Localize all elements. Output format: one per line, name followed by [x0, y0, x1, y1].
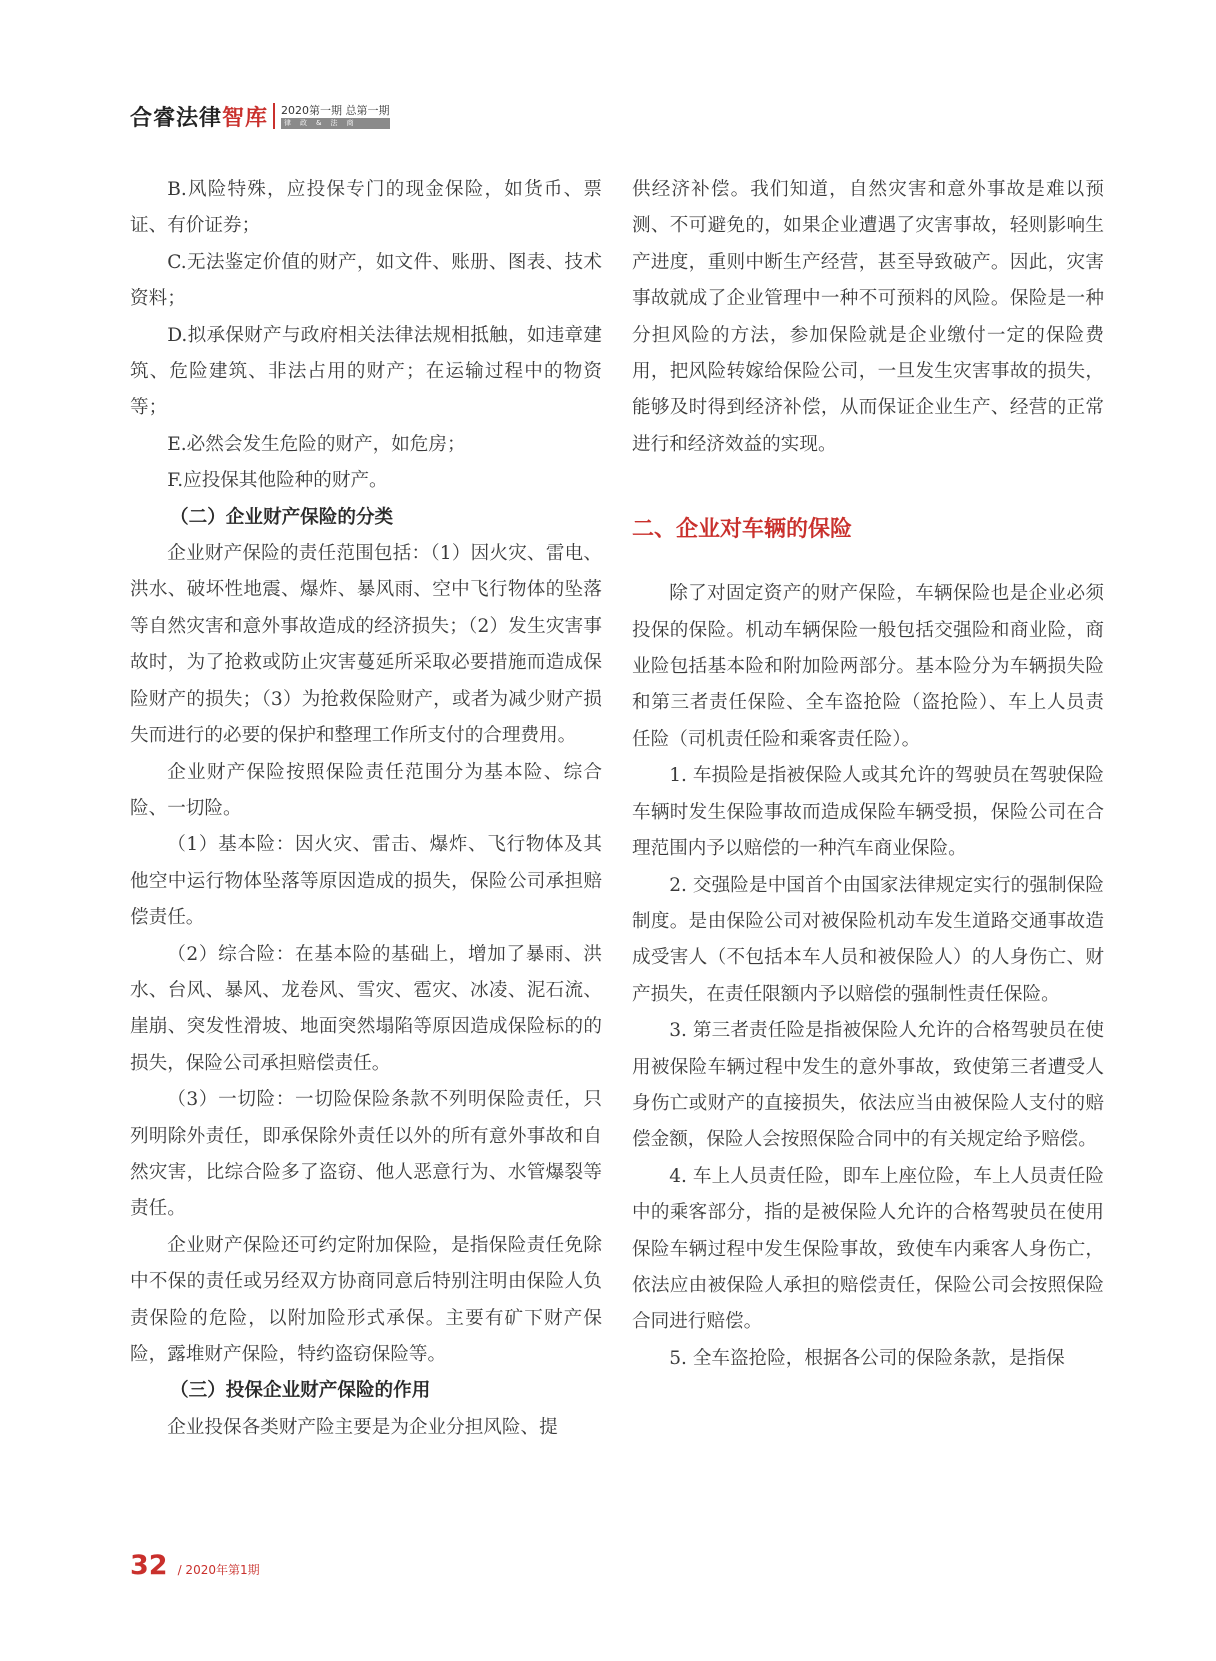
subsection-heading: （三）投保企业财产保险的作用 — [170, 1380, 431, 1402]
left-column — [130, 172, 602, 1446]
page-footer — [130, 1550, 260, 1581]
paragraph: E.必然会发生危险的财产，如危房； — [167, 433, 466, 455]
paragraph-continued: 供经济补偿。我们知道，自然灾害和意外事故是难以预测、不可避免的，如果企业遭遇了灾害事故，轻则影响生产进度，重则中断生产经营，甚至导致破产。因此，灾害事故就成了企业管理中一种不可预料的风险。保险是一种分担风险的方法，参加保险就是企业缴付一定的保险费用，把风险转嫁给保险公司，一旦发生灾害事故的损失，能够及时得到经济补偿，从而保证企业生产、经营的正常进行和经济效益的实现。 — [632, 179, 1104, 455]
paragraph: 除了对固定资产的财产保险，车辆保险也是企业必须投保的保险。机动车辆保险一般包括交强险和商业险，商业险包括基本险和附加险两部分。基本险分为车辆损失险和第三者责任保险、全车盗抢险（盗抢险）、车上人员责任险（司机责任险和乘客责任险）。 — [632, 583, 1104, 750]
section-heading: 二、企业对车辆的保险 — [632, 517, 853, 543]
brand-main: 合睿法律 — [130, 105, 223, 131]
paragraph: D.拟承保财产与政府相关法律法规相抵触，如违章建筑、危险建筑、非法占用的财产；在运输过程中的物资等； — [130, 324, 602, 419]
paragraph: 企业财产保险按照保险责任范围分为基本险、综合险、一切险。 — [130, 761, 602, 819]
paragraph: 2. 交强险是中国首个由国家法律规定实行的强制保险制度。是由保险公司对被保险机动车发生道路交通事故造成受害人（不包括本车人员和被保险人）的人身伤亡、财产损失，在责任限额内予以赔偿的强制性责任保险。 — [632, 874, 1104, 1005]
paragraph: 企业投保各类财产险主要是为企业分担风险、提 — [167, 1416, 558, 1438]
brand-accent: 智库 — [222, 105, 269, 131]
paragraph: 1. 车损险是指被保险人或其允许的驾驶员在驾驶保险车辆时发生保险事故而造成保险车辆受损，保险公司在合理范围内予以赔偿的一种汽车商业保险。 — [632, 765, 1104, 860]
paragraph: 企业财产保险还可约定附加保险，是指保险责任免除中不保的责任或另经双方协商同意后特别注明由保险人负责保险的危险，以附加险形式承保。主要有矿下财产保险，露堆财产保险，特约盗窃保险等。 — [130, 1234, 602, 1365]
masthead-subtitle: 律政&法商 — [281, 118, 390, 129]
brand-divider — [273, 103, 275, 129]
right-column — [632, 172, 1104, 1377]
paragraph: C.无法鉴定价值的财产，如文件、账册、图表、技术资料； — [130, 251, 602, 310]
paragraph: （1）基本险：因火灾、雷击、爆炸、飞行物体及其他空中运行物体坠落等原因造成的损失，保险公司承担赔偿责任。 — [130, 834, 602, 929]
subsection-heading: （二）企业财产保险的分类 — [170, 506, 394, 528]
issue-info — [281, 104, 390, 129]
paragraph: 3. 第三者责任险是指被保险人允许的合格驾驶员在使用被保险车辆过程中发生的意外事故，致使第三者遭受人身伤亡或财产的直接损失，依法应当由被保险人支付的赔偿金额，保险人会按照保险合同中的有关规定给予赔偿。 — [632, 1020, 1104, 1151]
brand-logo — [130, 101, 268, 132]
paragraph: F.应投保其他险种的财产。 — [167, 470, 388, 492]
paragraph: B.风险特殊，应投保专门的现金保险，如货币、票证、有价证券； — [130, 179, 602, 237]
page-number: 32 — [130, 1550, 168, 1581]
paragraph: 4. 车上人员责任险，即车上座位险，车上人员责任险中的乘客部分，指的是被保险人允许的合格驾驶员在使用保险车辆过程中发生保险事故，致使车内乘客人身伤亡，依法应由被保险人承担的赔偿责任，保险公司会按照保险合同进行赔偿。 — [632, 1165, 1104, 1333]
issue-label: 2020第一期 总第一期 — [281, 103, 390, 117]
paragraph: （3）一切险：一切险保险条款不列明保险责任，只列明除外责任，即承保除外责任以外的所有意外事故和自然灾害，比综合险多了盗窃、他人恶意行为、水管爆裂等责任。 — [130, 1089, 602, 1220]
paragraph: （2）综合险：在基本险的基础上，增加了暴雨、洪水、台风、暴风、龙卷风、雪灾、雹灾、冰凌、泥石流、崖崩、突发性滑坡、地面突然塌陷等原因造成保险标的的损失，保险公司承担赔偿责任。 — [130, 943, 602, 1074]
paragraph: 企业财产保险的责任范围包括：（1）因火灾、雷电、洪水、破坏性地震、爆炸、暴风雨、空中飞行物体的坠落等自然灾害和意外事故造成的经济损失；（2）发生灾害事故时，为了抢救或防止灾害蔓延所采取必要措施而造成保险财产的损失；（3）为抢救保险财产，或者为减少财产损失而进行的必要的保护和整理工作所支付的合理费用。 — [130, 543, 602, 747]
paragraph: 5. 全车盗抢险，根据各公司的保险条款，是指保 — [669, 1347, 1065, 1369]
footer-issue: / 2020年第1期 — [177, 1563, 260, 1577]
masthead — [130, 100, 390, 132]
